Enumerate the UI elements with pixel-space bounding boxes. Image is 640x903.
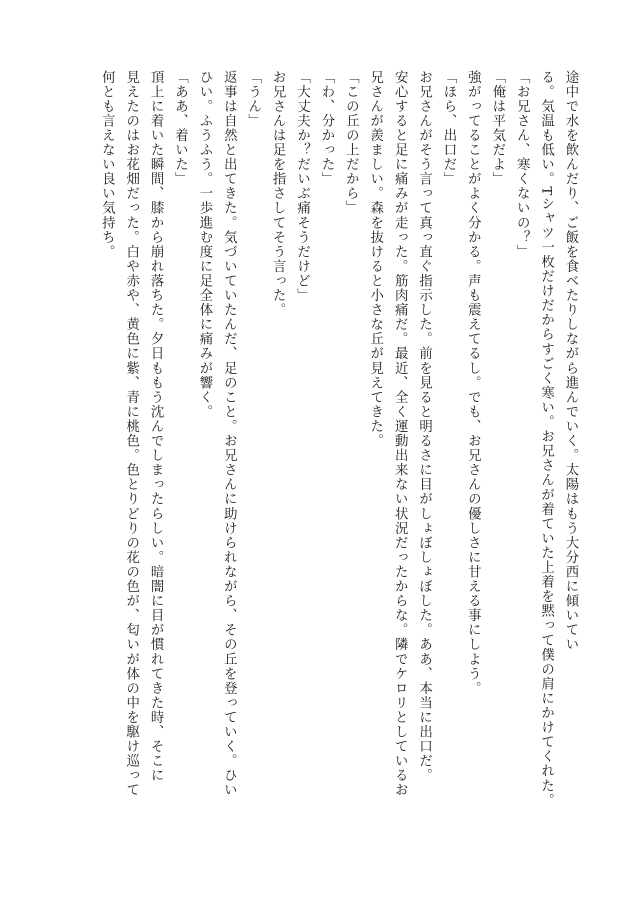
text-line: 頂上に着いた瞬間、膝から崩れ落ちた。夕日ももう沈んでしまったらしい。暗闇に目が慣れてきた時、そこに (148, 70, 164, 783)
text-line: お兄さんは足を指さしてそう言った。 (270, 70, 286, 318)
text-line: ひい。ふうふう。一歩進む度に足全体に痛みが響く。 (196, 70, 212, 420)
text-line: 兄さんが羨ましい。森を抜けると小さな丘が見えてきた。 (367, 70, 383, 449)
dialogue-line: 「お兄さん、寒くないの？」 (514, 70, 530, 260)
dialogue-line: 「ほら、出口だ」 (440, 70, 456, 187)
text-line: 何とも言えない良い気持ち。 (99, 70, 115, 260)
text-line: 見えたのはお花畑だった。白や赤や、黄色に紫、青に桃色。色とりどりの花の色が、匂いが体の中を駆け巡って (123, 70, 139, 798)
dialogue-line: 「ああ、着いた」 (172, 70, 188, 187)
text-line: お兄さんがそう言って真っ直ぐ指示した。前を見ると明るさに目がしょぼしょぼした。ああ、本当に出口だ。 (416, 70, 432, 783)
dialogue-line: 「うん」 (245, 70, 261, 129)
text-line: 途中で水を飲んだり、ご飯を食べたりしながら進んでいく。太陽はもう大分西に傾いてい (563, 70, 578, 652)
text-line: 強がってることがよく分かる。声も震えてるし。でも、お兄さんの優しさに甘える事にしよう。 (465, 70, 481, 696)
dialogue-line: 「わ、分かった」 (318, 70, 334, 187)
text-line: 返事は自然と出てきた。気づいていたんだ、足のこと。お兄さんに助けられながら、その丘を登っていく。ひい (221, 70, 237, 798)
text-line: 安心すると足に痛みが走った。筋肉痛だ。最近、全く運動出来ない状況だったからな。隣でケロリとしているお (392, 70, 408, 798)
dialogue-line: 「俺は平気だよ」 (489, 70, 505, 187)
dialogue-line: 「大丈夫か？だいぶ痛そうだけど」 (294, 70, 310, 303)
text-line: る。気温も低い。Tシャツ一枚だけだからすごく寒い。お兄さんが着ていた上着を黙って僕の肩にかけてくれた。 (538, 70, 554, 808)
dialogue-line: 「この丘の上だから」 (343, 70, 359, 216)
vertical-text-body (62, 70, 582, 840)
